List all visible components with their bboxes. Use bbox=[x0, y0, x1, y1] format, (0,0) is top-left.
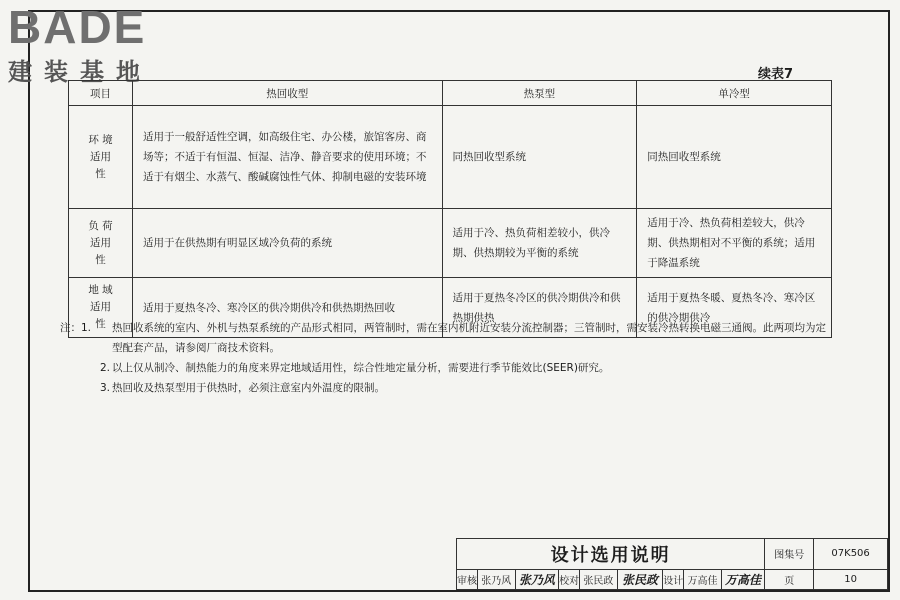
atlas-number: 07K506 bbox=[814, 539, 888, 570]
table-row bbox=[69, 106, 832, 209]
header-heat-recovery: 热回收型 bbox=[132, 81, 442, 106]
table-cell: 适用于夏热冬冷区的供冷期供冷和供热期供热 bbox=[442, 278, 637, 338]
note-item bbox=[86, 358, 826, 378]
row-head-environment: 环 境 适用性 bbox=[69, 106, 133, 209]
row-head-load: 负 荷 适用性 bbox=[69, 209, 133, 278]
page-number: 10 bbox=[814, 569, 888, 589]
header-heat-pump: 热泵型 bbox=[442, 81, 637, 106]
design-label: 设计 bbox=[663, 569, 684, 589]
check-label: 校对 bbox=[559, 569, 580, 589]
page-label: 页 bbox=[765, 569, 814, 589]
table-cell: 适用于在供热期有明显区域冷负荷的系统 bbox=[132, 209, 442, 278]
table-row bbox=[69, 209, 832, 278]
header-item: 项目 bbox=[69, 81, 133, 106]
note-text: 以上仅从制冷、制热能力的角度来界定地域适用性，综合性地定量分析，需要进行季节能效比(SEER)研究。 bbox=[112, 362, 610, 374]
review-signature: 张乃风 bbox=[515, 569, 559, 589]
row-head-region: 地 域 适用性 bbox=[69, 278, 133, 338]
title-block bbox=[456, 538, 888, 590]
note-number: 注：1. bbox=[60, 322, 92, 334]
check-signature: 张民政 bbox=[617, 569, 662, 589]
drawing-title: 设计选用说明 bbox=[457, 539, 765, 570]
comparison-table bbox=[68, 80, 832, 338]
review-label: 审核 bbox=[457, 569, 478, 589]
note-text: 热回收及热泵型用于供热时，必须注意室内外温度的限制。 bbox=[112, 382, 385, 394]
table-cell: 适用于夏热冬暖、夏热冬冷、寒冷区的供冷期供冷 bbox=[637, 278, 832, 338]
header-cooling-only: 单冷型 bbox=[637, 81, 832, 106]
continued-table-label: 续表7 bbox=[758, 67, 794, 82]
table-cell: 同热回收型系统 bbox=[442, 106, 637, 209]
bade-logo bbox=[8, 1, 152, 87]
table-cell: 适用于冷、热负荷相差较大，供冷期、供热期相对不平衡的系统；适用于降温系统 bbox=[637, 209, 832, 278]
table-header-row bbox=[69, 81, 832, 106]
note-number: 2. bbox=[100, 362, 111, 374]
atlas-number-label: 图集号 bbox=[765, 539, 814, 570]
note-text: 热回收系统的室内、外机与热泵系统的产品形式相同，两管制时，需在室内机附近安装分流控制器；三管制时，需安装冷热转换电磁三通阀。此两项均为定型配套产品，请参阅厂商技术资料。 bbox=[112, 322, 826, 354]
table-cell: 适用于夏热冬冷、寒冷区的供冷期供冷和供热期热回收 bbox=[132, 278, 442, 338]
design-signature: 万高佳 bbox=[721, 569, 765, 589]
check-name: 张民政 bbox=[580, 569, 618, 589]
table-cell: 同热回收型系统 bbox=[637, 106, 832, 209]
table-cell: 适用于冷、热负荷相差较小，供冷期、供热期较为平衡的系统 bbox=[442, 209, 637, 278]
logo-chinese: 建装基地 bbox=[8, 58, 152, 86]
note-item bbox=[86, 378, 826, 398]
review-name: 张乃风 bbox=[478, 569, 516, 589]
note-number: 3. bbox=[100, 382, 111, 394]
table-cell: 适用于一般舒适性空调，如高级住宅、办公楼，旅馆客房、商场等；不适于有恒温、恒湿、洁净、静音要求的使用环境；不适于有烟尘、水蒸气、酸碱腐蚀性气体、抑制电磁的安装环境 bbox=[132, 106, 442, 209]
notes-section bbox=[60, 318, 826, 398]
design-name: 万高佳 bbox=[684, 569, 722, 589]
logo-wordmark: BADE bbox=[8, 1, 147, 53]
note-item bbox=[60, 318, 826, 358]
